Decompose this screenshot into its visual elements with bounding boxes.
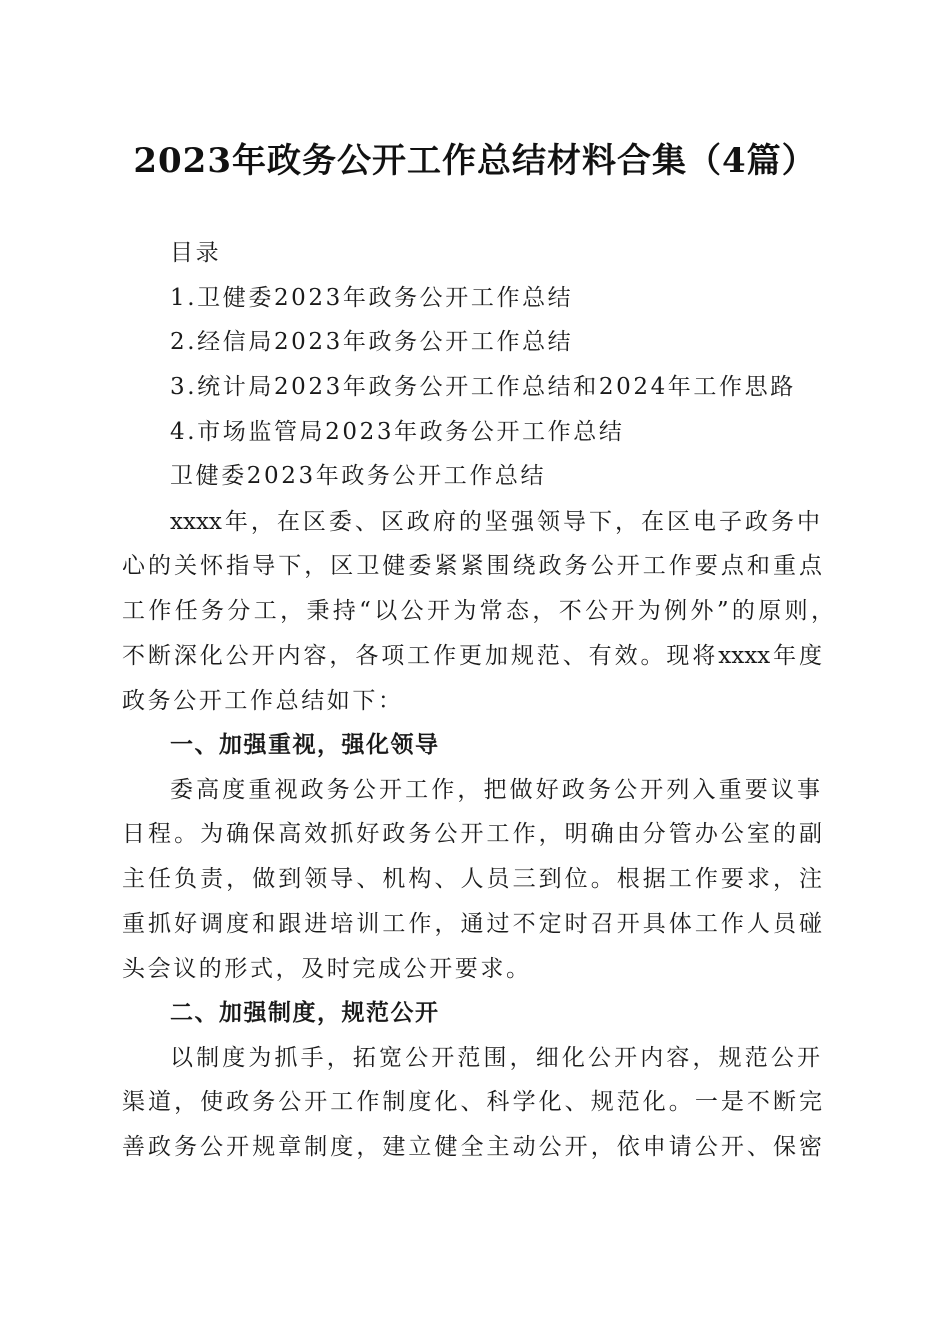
para1-line-1: 委高度重视政务公开工作，把做好政务公开列入重要议事 <box>170 777 820 803</box>
para2-line-3: 善政务公开规章制度，建立健全主动公开，依申请公开、保密 <box>122 1134 822 1160</box>
intro-line-2: 心的关怀指导下，区卫健委紧紧围绕政务公开工作要点和重点 <box>122 553 822 579</box>
para2-line-2: 渠道，使政务公开工作制度化、科学化、规范化。一是不断完 <box>122 1089 822 1115</box>
heading-2: 二、加强制度，规范公开 <box>170 1000 440 1026</box>
para2-line-1: 以制度为抓手，拓宽公开范围，细化公开内容，规范公开 <box>170 1045 820 1071</box>
para1-line-2: 日程。为确保高效抓好政务公开工作，明确由分管办公室的副 <box>122 821 822 847</box>
document-title: 2023年政务公开工作总结材料合集（4篇） <box>133 141 817 181</box>
intro-line-1: xxxx年，在区委、区政府的坚强领导下，在区电子政务中 <box>170 509 820 535</box>
intro-line-5: 政务公开工作总结如下： <box>122 688 404 714</box>
toc-item-1: 1.卫健委2023年政务公开工作总结 <box>170 285 574 311</box>
para1-line-5: 头会议的形式，及时完成公开要求。 <box>122 956 532 982</box>
toc-item-4: 4.市场监管局2023年政务公开工作总结 <box>170 419 625 445</box>
para1-line-4: 重抓好调度和跟进培训工作，通过不定时召开具体工作人员碰 <box>122 911 822 937</box>
intro-line-3: 工作任务分工，秉持“以公开为常态，不公开为例外”的原则， <box>122 598 834 624</box>
intro-line-4: 不断深化公开内容，各项工作更加规范、有效。现将xxxx年度 <box>122 643 822 669</box>
toc-item-3: 3.统计局2023年政务公开工作总结和2024年工作思路 <box>170 374 796 400</box>
toc-item-2: 2.经信局2023年政务公开工作总结 <box>170 329 574 355</box>
toc-label: 目录 <box>170 240 222 266</box>
section-title: 卫健委2023年政务公开工作总结 <box>170 463 547 489</box>
heading-1: 一、加强重视，强化领导 <box>170 732 440 758</box>
para1-line-3: 主任负责，做到领导、机构、人员三到位。根据工作要求，注 <box>122 866 822 892</box>
